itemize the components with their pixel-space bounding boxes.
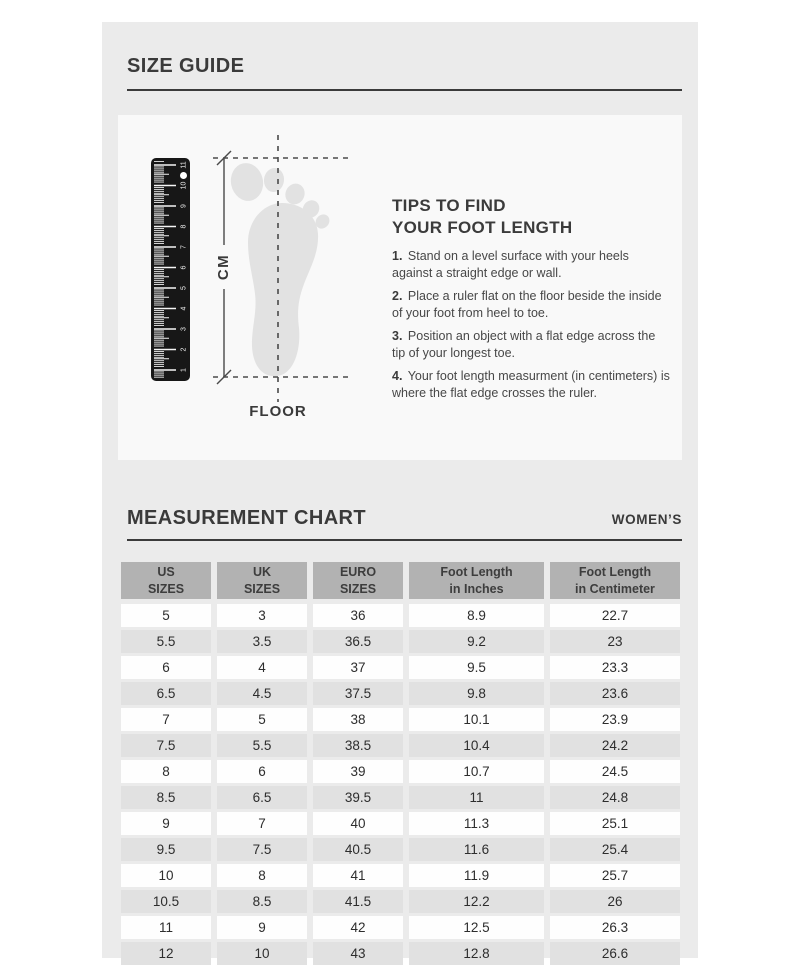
tips-title-line2: YOUR FOOT LENGTH — [392, 218, 573, 238]
table-cell: 4 — [217, 656, 307, 679]
table-cell: 26.6 — [550, 942, 680, 965]
table-cell: 39.5 — [313, 786, 403, 809]
ruler-number: 11 — [180, 161, 188, 169]
measurement-chart-header — [127, 507, 682, 541]
floor-label: FLOOR — [249, 403, 307, 420]
tip-item-3: 3. Position an object with a flat edge across the tip of your longest toe. — [392, 329, 656, 360]
table-cell: 40 — [313, 812, 403, 835]
table-header-cell: Foot Length in Inches — [409, 562, 544, 599]
ruler-number: 2 — [180, 347, 188, 352]
cm-axis-label: CM — [213, 245, 235, 289]
tips-title — [392, 195, 670, 239]
table-cell: 23.6 — [550, 682, 680, 705]
table-cell: 42 — [313, 916, 403, 939]
table-cell: 23.9 — [550, 708, 680, 731]
foot-measurement-diagram — [118, 115, 682, 460]
table-cell: 4.5 — [217, 682, 307, 705]
table-cell: 3 — [217, 604, 307, 627]
table-cell: 6 — [121, 656, 211, 679]
table-header-cell: Foot Length in Centimeter — [550, 562, 680, 599]
table-cell: 25.4 — [550, 838, 680, 861]
table-cell: 38.5 — [313, 734, 403, 757]
table-cell: 11 — [409, 786, 544, 809]
table-cell: 22.7 — [550, 604, 680, 627]
table-cell: 8.9 — [409, 604, 544, 627]
ruler-number: 10 — [180, 181, 188, 190]
table-cell: 12 — [121, 942, 211, 965]
table-cell: 8 — [121, 760, 211, 783]
table-cell: 6.5 — [217, 786, 307, 809]
table-cell: 10.7 — [409, 760, 544, 783]
table-cell: 10 — [121, 864, 211, 887]
table-cell: 9 — [121, 812, 211, 835]
table-cell: 26.3 — [550, 916, 680, 939]
ruler-illustration — [151, 158, 190, 381]
table-cell: 10 — [217, 942, 307, 965]
table-cell: 40.5 — [313, 838, 403, 861]
table-cell: 8.5 — [121, 786, 211, 809]
tip-item-1: 1. Stand on a level surface with your heels against a straight edge or wall. — [392, 249, 629, 280]
table-cell: 5.5 — [217, 734, 307, 757]
table-cell: 39 — [313, 760, 403, 783]
table-cell: 7.5 — [217, 838, 307, 861]
table-cell: 36.5 — [313, 630, 403, 653]
ruler-number: 1 — [180, 368, 188, 372]
table-cell: 9.5 — [409, 656, 544, 679]
size-guide-title: SIZE GUIDE — [127, 55, 682, 91]
table-cell: 25.7 — [550, 864, 680, 887]
table-cell: 9.5 — [121, 838, 211, 861]
size-table-body — [121, 604, 682, 965]
table-cell: 7.5 — [121, 734, 211, 757]
tips-title-line1: TIPS TO FIND — [392, 196, 506, 215]
table-cell: 10.4 — [409, 734, 544, 757]
tip-item-2: 2. Place a ruler flat on the floor beside the inside of your foot from heel to toe. — [392, 289, 662, 320]
ruler-number: 8 — [180, 224, 188, 229]
table-cell: 11.6 — [409, 838, 544, 861]
table-cell: 24.2 — [550, 734, 680, 757]
table-cell: 12.5 — [409, 916, 544, 939]
table-cell: 38 — [313, 708, 403, 731]
ruler-number: 9 — [180, 204, 188, 208]
table-cell: 5 — [121, 604, 211, 627]
table-cell: 5.5 — [121, 630, 211, 653]
ruler-number: 7 — [180, 245, 188, 249]
table-cell: 11 — [121, 916, 211, 939]
table-cell: 41.5 — [313, 890, 403, 913]
ruler-number: 4 — [180, 306, 188, 311]
table-header-cell: EURO SIZES — [313, 562, 403, 599]
size-table-header — [121, 562, 682, 599]
table-cell: 37.5 — [313, 682, 403, 705]
table-cell: 7 — [217, 812, 307, 835]
tip-item-4: 4. Your foot length measurment (in centimeters) is where the flat edge crosses the ruler. — [392, 369, 670, 400]
table-cell: 10.1 — [409, 708, 544, 731]
table-cell: 5 — [217, 708, 307, 731]
table-cell: 36 — [313, 604, 403, 627]
table-cell: 8 — [217, 864, 307, 887]
measurement-chart-title: MEASUREMENT CHART — [127, 507, 367, 529]
table-cell: 10.5 — [121, 890, 211, 913]
ruler-dot — [180, 172, 187, 179]
table-cell: 26 — [550, 890, 680, 913]
table-cell: 12.2 — [409, 890, 544, 913]
table-cell: 23.3 — [550, 656, 680, 679]
table-cell: 7 — [121, 708, 211, 731]
chart-category-label: WOMEN’S — [611, 512, 682, 527]
table-cell: 9 — [217, 916, 307, 939]
table-cell: 41 — [313, 864, 403, 887]
table-cell: 23 — [550, 630, 680, 653]
tips-section — [392, 195, 670, 408]
table-cell: 9.2 — [409, 630, 544, 653]
table-cell: 8.5 — [217, 890, 307, 913]
table-cell: 24.8 — [550, 786, 680, 809]
table-header-cell: US SIZES — [121, 562, 211, 599]
table-cell: 12.8 — [409, 942, 544, 965]
table-cell: 9.8 — [409, 682, 544, 705]
table-header-cell: UK SIZES — [217, 562, 307, 599]
table-cell: 25.1 — [550, 812, 680, 835]
ruler-number: 3 — [180, 327, 188, 331]
ruler-number: 5 — [180, 286, 188, 290]
ruler-number: 6 — [180, 265, 188, 270]
table-cell: 37 — [313, 656, 403, 679]
table-cell: 43 — [313, 942, 403, 965]
table-cell: 6.5 — [121, 682, 211, 705]
table-cell: 3.5 — [217, 630, 307, 653]
table-cell: 6 — [217, 760, 307, 783]
table-cell: 24.5 — [550, 760, 680, 783]
size-guide-page — [102, 22, 698, 961]
table-cell: 11.9 — [409, 864, 544, 887]
table-cell: 11.3 — [409, 812, 544, 835]
foot-silhouette — [227, 160, 332, 376]
